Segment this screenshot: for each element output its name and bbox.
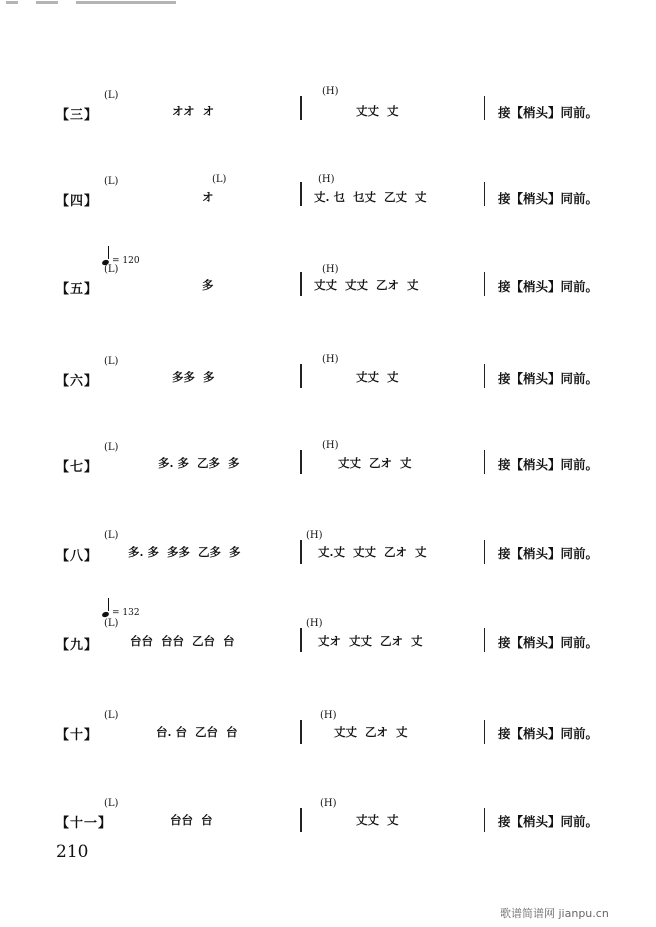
row-label: 【八】: [56, 549, 99, 564]
low-notes: 多多 多: [172, 370, 215, 384]
header-rule: [6, 0, 186, 6]
row-label: 【三】: [56, 108, 99, 123]
barline: [484, 182, 485, 206]
low-marker: (L): [104, 618, 119, 629]
low-notes: 多. 多 乙多 多: [158, 456, 240, 470]
barline: [484, 540, 485, 564]
continuation-text: 接【梢头】同前。: [498, 546, 599, 561]
continuation-text: 接【梢头】同前。: [498, 726, 599, 741]
barline: [484, 628, 485, 652]
barline: [300, 182, 302, 206]
row-label: 【十一】: [56, 816, 113, 831]
high-notes: 丈丈 丈: [356, 813, 399, 827]
continuation-text: 接【梢头】同前。: [498, 371, 599, 386]
barline: [484, 96, 485, 120]
continuation-text: 接【梢头】同前。: [498, 105, 599, 120]
low-notes: 多. 多 多多 乙多 多: [128, 545, 241, 559]
barline: [484, 720, 485, 744]
high-notes: 丈丈 丈: [356, 370, 399, 384]
barline: [300, 808, 302, 832]
continuation-text: 接【梢头】同前。: [498, 814, 599, 829]
low-notes: 台台 台台 乙台 台: [130, 634, 235, 648]
row-label: 【五】: [56, 282, 99, 297]
low-marker: (L): [104, 710, 119, 721]
watermark: 歌谱简谱网 jianpu.cn: [500, 907, 609, 920]
low-marker: (L): [104, 442, 119, 453]
high-notes: 丈. 乜 乜丈 乙丈 丈: [314, 190, 427, 204]
row-label: 【七】: [56, 460, 99, 475]
score-row-6: [0, 352, 656, 412]
continuation-text: 接【梢头】同前。: [498, 635, 599, 650]
score-row-4: [0, 172, 656, 232]
continuation-text: 接【梢头】同前。: [498, 457, 599, 472]
high-notes: 丈.丈 丈丈 乙オ 丈: [318, 545, 427, 559]
row-label: 【九】: [56, 638, 99, 653]
low-marker: (L): [104, 356, 119, 367]
barline: [300, 364, 302, 388]
tempo-mark: = 132: [102, 602, 140, 618]
barline: [484, 450, 485, 474]
low-marker: (L): [104, 176, 119, 187]
row-label: 【十】: [56, 728, 99, 743]
barline: [300, 450, 302, 474]
high-marker: (H): [322, 86, 339, 97]
barline: [300, 96, 302, 120]
barline: [300, 272, 302, 296]
high-marker: (H): [322, 440, 339, 451]
continuation-text: 接【梢头】同前。: [498, 279, 599, 294]
low-marker: (L): [104, 798, 119, 809]
low-marker-2: (L): [212, 174, 227, 185]
low-notes: 台台 台: [170, 813, 213, 827]
high-notes: 丈オ 丈丈 乙オ 丈: [318, 634, 423, 648]
score-row-5: [0, 250, 656, 310]
low-marker: (L): [104, 90, 119, 101]
score-row-9: [0, 602, 656, 662]
high-notes: 丈丈 乙オ 丈: [334, 725, 408, 739]
high-marker: (H): [322, 264, 339, 275]
high-notes: 丈丈 丈丈 乙オ 丈: [314, 278, 419, 292]
low-notes: オオ オ: [172, 104, 215, 118]
high-marker: (H): [322, 354, 339, 365]
high-notes: 丈丈 丈: [356, 104, 399, 118]
continuation-text: 接【梢头】同前。: [498, 191, 599, 206]
score-row-11: [0, 796, 656, 856]
high-marker: (H): [306, 530, 323, 541]
row-label: 【六】: [56, 374, 99, 389]
low-notes: オ: [202, 190, 214, 204]
barline: [484, 808, 485, 832]
high-marker: (H): [306, 618, 323, 629]
barline: [484, 364, 485, 388]
row-label: 【四】: [56, 194, 99, 209]
high-marker: (H): [318, 174, 335, 185]
score-row-8: [0, 528, 656, 588]
high-marker: (H): [320, 798, 337, 809]
tempo-mark: = 120: [102, 250, 140, 266]
barline: [300, 540, 302, 564]
barline: [484, 272, 485, 296]
low-marker: (L): [104, 264, 119, 275]
score-row-10: [0, 708, 656, 768]
barline: [300, 720, 302, 744]
low-notes: 台. 台 乙台 台: [156, 725, 238, 739]
barline: [300, 628, 302, 652]
low-notes: 多: [202, 278, 214, 292]
score-row-7: [0, 438, 656, 498]
high-marker: (H): [320, 710, 337, 721]
page-number: 210: [56, 842, 89, 862]
quarter-note-icon: [101, 611, 109, 618]
low-marker: (L): [104, 530, 119, 541]
score-row-3: [0, 86, 656, 146]
high-notes: 丈丈 乙オ 丈: [338, 456, 412, 470]
